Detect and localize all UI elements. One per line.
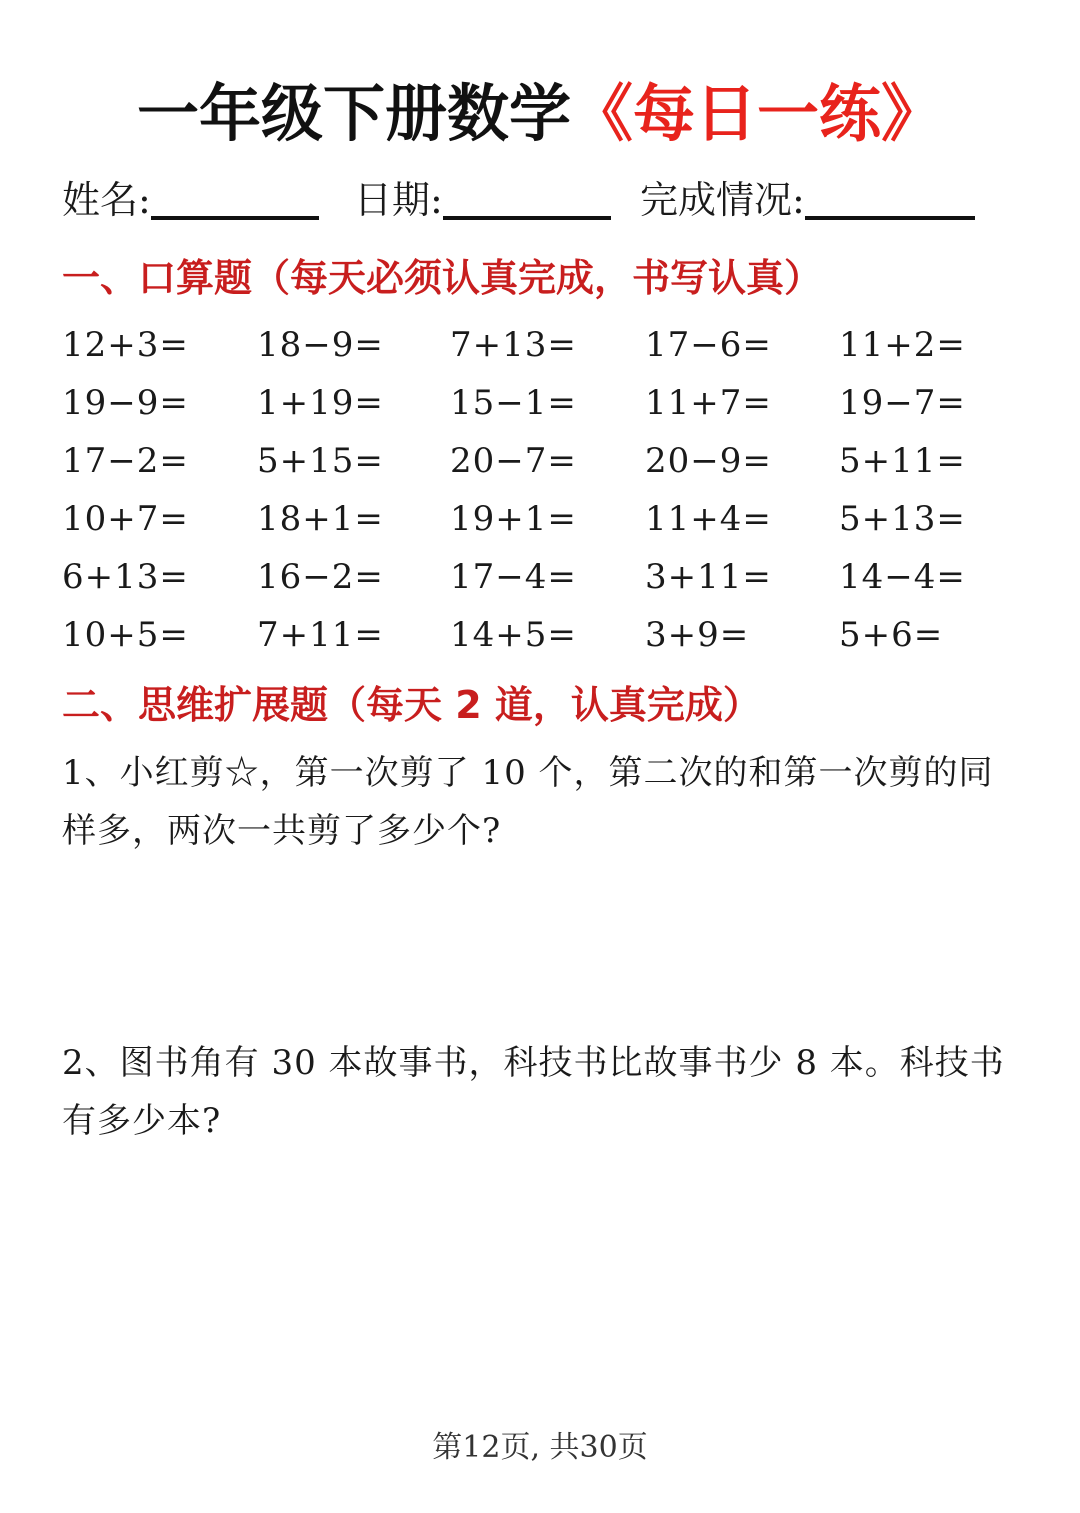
math-item: 10+5= (62, 615, 189, 655)
date-field[interactable] (354, 172, 611, 228)
math-item: 7+13= (450, 325, 577, 365)
math-item: 3+11= (645, 557, 772, 597)
math-item: 7+11= (257, 615, 384, 655)
math-row (62, 432, 1042, 490)
math-item: 19+1= (450, 499, 577, 539)
math-item: 20−9= (645, 441, 772, 481)
math-item: 6+13= (62, 557, 189, 597)
math-item: 5+11= (839, 441, 966, 481)
math-item: 20−7= (450, 441, 577, 481)
math-item: 11+7= (645, 383, 772, 423)
name-label: 姓名: (62, 178, 151, 222)
section-2-title: 二、思维扩展题（每天 2 道，认真完成） (62, 683, 761, 727)
title-highlight: 《每日一练》 (571, 77, 944, 150)
name-blank-line[interactable] (151, 176, 319, 220)
word-problem-2: 2、图书角有 30 本故事书，科技书比故事书少 8 本。科技书有多少本? (62, 1043, 1005, 1141)
math-item: 19−7= (839, 383, 966, 423)
math-item: 3+9= (645, 615, 750, 655)
math-row (62, 490, 1042, 548)
status-blank-line[interactable] (805, 176, 975, 220)
math-item: 11+4= (645, 499, 772, 539)
math-item: 15−1= (450, 383, 577, 423)
math-item: 17−6= (645, 325, 772, 365)
date-label: 日期: (354, 178, 443, 222)
math-item: 5+13= (839, 499, 966, 539)
math-item: 18−9= (257, 325, 384, 365)
math-item: 18+1= (257, 499, 384, 539)
title-main: 一年级下册数学 (136, 77, 571, 150)
math-item: 19−9= (62, 383, 189, 423)
page-number: 第12页, 共30页 (432, 1430, 648, 1465)
worksheet-title (0, 72, 1080, 156)
status-label: 完成情况: (640, 178, 805, 222)
section-1-title: 一、口算题（每天必须认真完成，书写认真） (62, 256, 823, 300)
math-item: 10+7= (62, 499, 189, 539)
math-item: 17−4= (450, 557, 577, 597)
math-row (62, 606, 1042, 664)
mental-math-grid (62, 316, 1042, 664)
math-item: 14+5= (450, 615, 577, 655)
student-info-row (62, 172, 1002, 232)
math-row (62, 374, 1042, 432)
math-item: 17−2= (62, 441, 189, 481)
math-row (62, 548, 1042, 606)
math-item: 14−4= (839, 557, 966, 597)
math-item: 12+3= (62, 325, 189, 365)
math-item: 11+2= (839, 325, 966, 365)
math-item: 16−2= (257, 557, 384, 597)
status-field[interactable] (640, 172, 975, 228)
math-item: 5+15= (257, 441, 384, 481)
math-item: 1+19= (257, 383, 384, 423)
name-field[interactable] (62, 172, 319, 228)
math-row (62, 316, 1042, 374)
date-blank-line[interactable] (443, 176, 611, 220)
word-problem-1: 1、小红剪☆，第一次剪了 10 个，第二次的和第一次剪的同样多，两次一共剪了多少个? (62, 753, 994, 851)
math-item: 5+6= (839, 615, 944, 655)
